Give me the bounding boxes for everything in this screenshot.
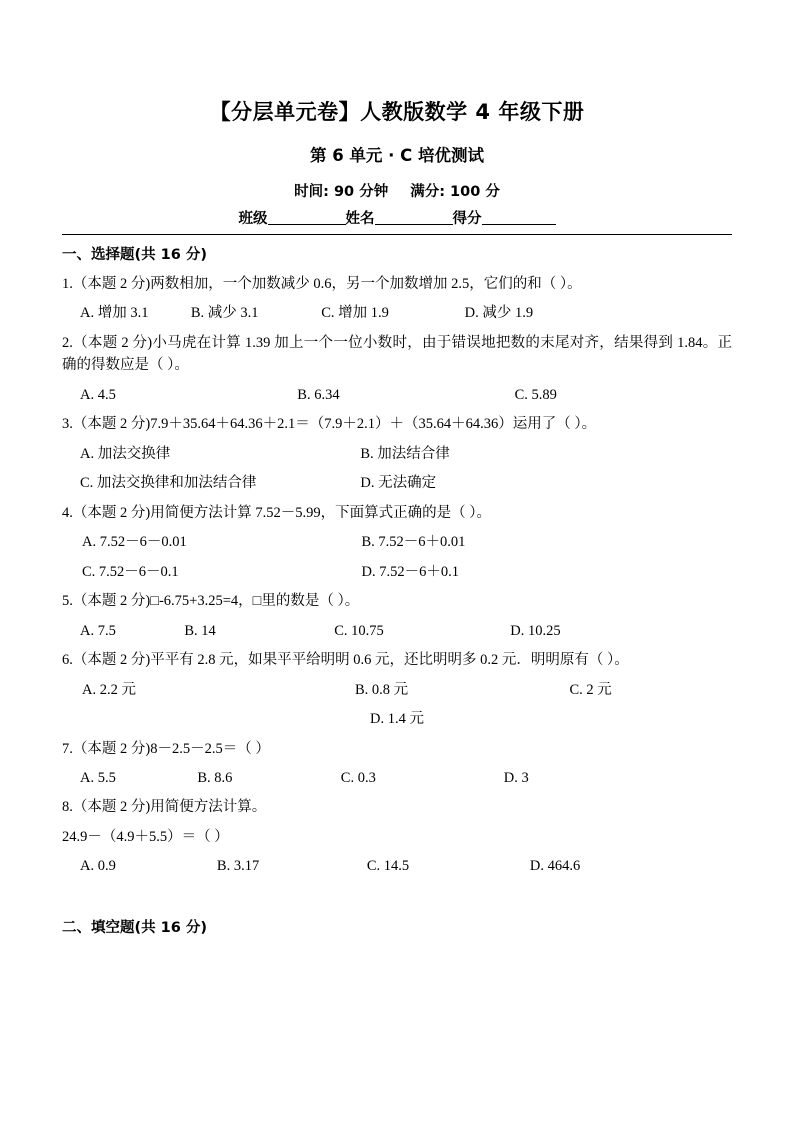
page-title: 【分层单元卷】人教版数学 4 年级下册 (209, 100, 585, 124)
option-b[interactable]: B. 0.8 元 (355, 681, 409, 698)
option-a[interactable]: A. 4.5 (80, 386, 116, 403)
option-d[interactable]: D. 464.6 (529, 858, 581, 875)
option-row (62, 620, 732, 642)
question-stem: 2.（本题 2 分)小马虎在计算 1.39 加上一个一位小数时，由于错误地把数的末尾对齐，结果得到 1.84。正确的得数应是（ ）。 (62, 334, 732, 374)
option-row (62, 855, 732, 877)
option-row (62, 384, 732, 406)
option-b[interactable]: B. 6.34 (297, 386, 340, 403)
question-expression: 24.9－（4.9＋5.5）＝（ ） (62, 828, 229, 845)
question-stem: 5.（本题 2 分)□-6.75+3.25=4，□里的数是（ ）。 (62, 593, 360, 610)
option-d[interactable]: D. 3 (503, 769, 529, 786)
option-row (62, 443, 732, 465)
option-d[interactable]: D. 减少 1.9 (464, 305, 534, 322)
option-row (62, 679, 732, 701)
option-a[interactable]: A. 加法交换律 (80, 445, 171, 462)
option-b[interactable]: B. 7.52－6＋0.01 (361, 534, 466, 551)
option-c[interactable]: C. 14.5 (366, 858, 410, 875)
option-row (62, 302, 732, 324)
option-c[interactable]: C. 加法交换律和加法结合律 (80, 475, 257, 492)
section-heading-fill-in: 二、填空题(共 16 分) (62, 919, 208, 936)
option-b[interactable]: B. 14 (184, 622, 216, 639)
question-stem: 7.（本题 2 分)8－2.5－2.5＝（ ） (62, 740, 270, 757)
field-class-blank[interactable] (268, 209, 346, 225)
option-row (62, 531, 732, 553)
option-c[interactable]: C. 2 元 (569, 681, 612, 698)
option-b[interactable]: B. 8.6 (197, 769, 233, 786)
time-label: 时间: 90 分钟 (294, 184, 389, 200)
option-d[interactable]: D. 无法确定 (360, 475, 437, 492)
option-b[interactable]: B. 减少 3.1 (190, 305, 259, 322)
score-label: 满分: 100 分 (410, 184, 500, 200)
option-c[interactable]: C. 5.89 (514, 386, 557, 403)
option-row (62, 767, 732, 789)
question-stem: 4.（本题 2 分)用简便方法计算 7.52－5.99，下面算式正确的是（ ）。 (62, 504, 491, 521)
option-c[interactable]: C. 10.75 (334, 622, 384, 639)
question-stem: 8.（本题 2 分)用简便方法计算。 (62, 799, 267, 816)
option-a[interactable]: A. 0.9 (80, 858, 116, 875)
option-d[interactable]: D. 1.4 元 (370, 711, 424, 728)
question-stem: 6.（本题 2 分)平平有 2.8 元，如果平平给明明 0.6 元，还比明明多 0.2 元．明明原有（ ）。 (62, 652, 629, 669)
question-stem: 3.（本题 2 分)7.9＋35.64＋64.36＋2.1＝（7.9＋2.1）＋（35.64＋64.36）运用了（ ）。 (62, 416, 597, 433)
header-divider (62, 234, 732, 235)
exam-meta (62, 180, 732, 201)
field-name-blank[interactable] (375, 209, 453, 225)
option-a[interactable]: A. 2.2 元 (82, 681, 136, 698)
option-a[interactable]: A. 7.5 (80, 622, 116, 639)
option-c[interactable]: C. 0.3 (340, 769, 376, 786)
page-subtitle: 第 6 单元 · C 培优测试 (309, 146, 485, 165)
option-row (62, 708, 732, 730)
option-a[interactable]: A. 5.5 (80, 769, 116, 786)
field-score-blank[interactable] (482, 209, 556, 225)
option-d[interactable]: D. 7.52－6＋0.1 (361, 563, 459, 580)
field-class-label: 班级 (238, 211, 268, 227)
option-d[interactable]: D. 10.25 (510, 622, 561, 639)
field-name-label: 姓名 (345, 211, 375, 227)
option-c[interactable]: C. 增加 1.9 (321, 305, 389, 322)
option-c[interactable]: C. 7.52－6－0.1 (82, 563, 179, 580)
student-fields (62, 207, 732, 228)
option-a[interactable]: A. 增加 3.1 (80, 305, 149, 322)
section-heading-choice: 一、选择题(共 16 分) (62, 247, 208, 263)
option-a[interactable]: A. 7.52－6－0.01 (82, 534, 187, 551)
option-row (62, 472, 732, 494)
option-b[interactable]: B. 3.17 (216, 858, 260, 875)
option-b[interactable]: B. 加法结合律 (360, 445, 450, 462)
field-score-label: 得分 (452, 211, 482, 227)
option-row (62, 561, 732, 583)
question-stem: 1.（本题 2 分)两数相加，一个加数减少 0.6，另一个加数增加 2.5，它们的和（ ）。 (62, 276, 582, 292)
